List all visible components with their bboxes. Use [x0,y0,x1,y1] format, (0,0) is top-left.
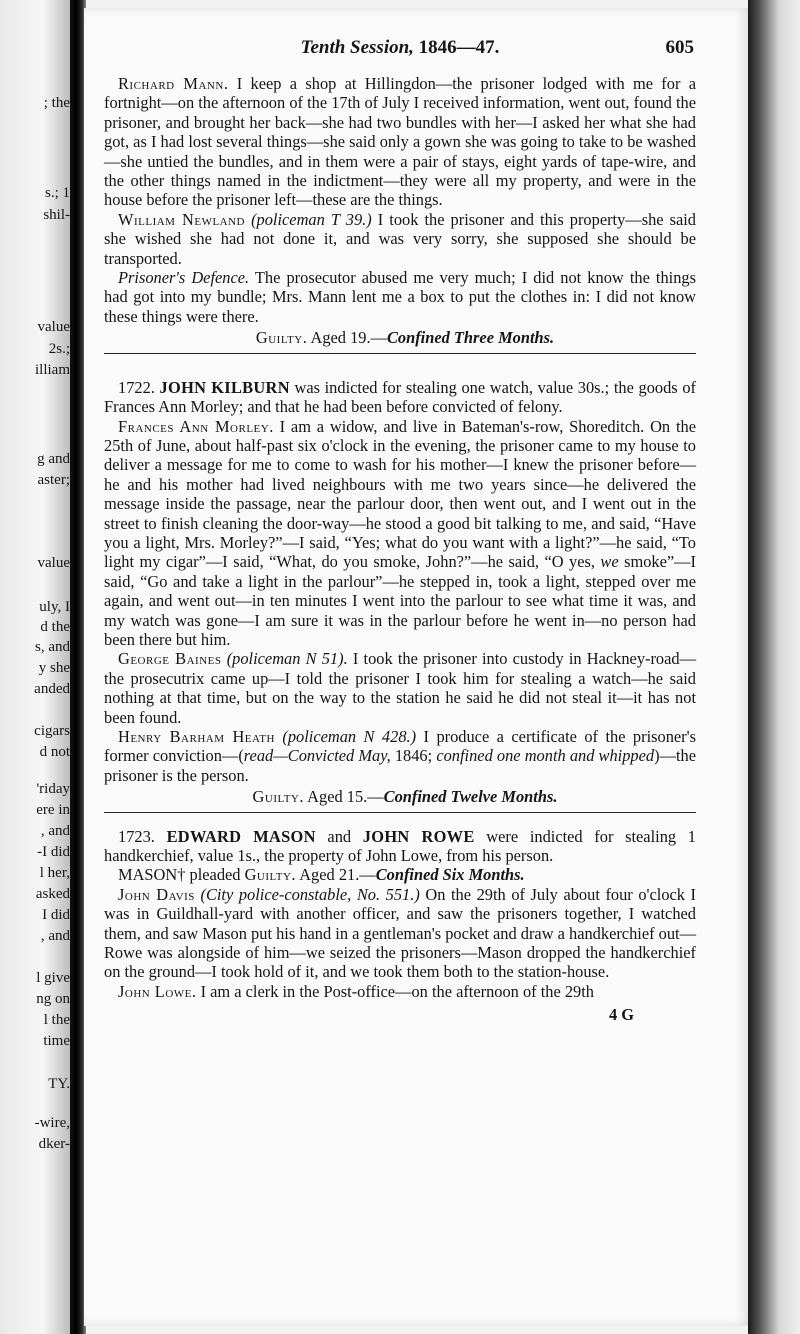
facing-page-fragment: -I did [37,844,70,860]
facing-page-fragment: d not [39,744,70,760]
facing-page-fragment: , and [40,823,70,839]
verdict-line: Guilty. Aged 15.—Confined Twelve Months. [252,787,558,807]
facing-page-fragment: 'riday [36,781,70,797]
facing-page-fragment: g and [37,451,70,467]
facing-page-fragment: dker- [38,1136,70,1152]
facing-page-fragment: , and [40,928,70,944]
signature-mark: 4 G [608,1005,634,1025]
witness-name: Richard Mann. [118,74,229,93]
facing-page-fragment: cigars [34,723,70,739]
witness-role: (policeman N 428.) [282,727,417,746]
facing-page [0,0,78,1334]
page-header [104,38,696,74]
page-text [104,38,696,1025]
testimony-paragraph: George Baines (policeman N 51). I took the prisoner into custody in Hackney-road—the prosecutrix came up—I told the prisoner I took him for stealing a watch—he said nothing at that time, but on the way to the station he said he did not steal it—it has not been found. [104,649,696,727]
defendant-name: JOHN KILBURN [159,377,290,397]
defence-label: Prisoner's Defence. [118,268,250,288]
facing-page-fragment: l her, [39,865,70,881]
section-divider [104,353,696,354]
page-number: 605 [665,37,694,58]
facing-page-fragment: 2s.; [48,341,70,357]
facing-page-fragment: asked [35,886,70,902]
witness-role: (policeman T 39.) [251,209,372,229]
facing-page-fragment: y she [38,660,70,676]
facing-page-fragment: ng on [36,991,70,1007]
facing-page-fragment: shil- [43,207,70,223]
witness-role: (City police-constable, No. 551.) [200,884,420,904]
witness-name: George Baines [118,649,222,669]
testimony-paragraph: Henry Barham Heath (policeman N 428.) I produce a certificate of the prisoner's former conviction—(read—Convicted May, 1846; confined one month and whipped)—the prisoner is the person. [104,727,696,785]
facing-page-fragment: value [37,319,70,335]
facing-page-fragment: I did [42,907,70,923]
page-edge-shadow [748,0,800,1334]
plea-line: MASON† pleaded Guilty. Aged 21.—Confined Six Months. [118,865,525,885]
testimony-paragraph: Frances Ann Morley. I am a widow, and live in Bateman's-row, Shoreditch. On the 25th of June, about half-past six o'clock in the evening, the prisoner came to my house to deliver a message for me to come to wash for his mother—I knew the prisoner before—he and his mother had lived neighbours with me two years since—he delivered the message inside the passage, near the parlour door, then went out, and I went out in the street to finish cleaning the door-way—he stood a good bit talking to me, and said, “Have you a light, Mrs. Morley?”—I said, “Yes; what do you want with a light?”—he said, “To light my cigar”—I said, “What, do you smoke, John?”—he said, “O yes, we smoke”—I said, “Go and take a light in the parlour”—he stepped in, took a light, stepped over me again, and went out—in ten minutes I went into the parlour to see what time it was, and my watch was gone—I am sure it was in the parlour before he went in—no person had been there but him. [104,416,696,649]
defendant-name: EDWARD MASON [166,826,316,846]
facing-page-fragment: -wire, [34,1115,70,1131]
facing-page-fragment: s.; 1 [44,185,70,201]
facing-page-fragment: TY. [48,1076,70,1092]
defence-paragraph: Prisoner's Defence. The prosecutor abused me very much; I did not know the things had got into my bundle; Mrs. Mann lent me a box to put the clothes in: I did not know these things were there. [104,268,696,326]
witness-role: (policeman N 51). [226,649,348,669]
facing-page-fragment: value [37,555,70,571]
testimony-paragraph: William Newland (policeman T 39.) I took the prisoner and this property—she said she wished she had not done it, and was very sorry, she supposed she should be transported. [104,209,697,268]
witness-name: Frances Ann Morley. [118,416,274,436]
case-heading: 1723. EDWARD MASON and JOHN ROWE were indicted for stealing 1 handkerchief, value 1s., the property of John Lowe, from his person. [104,826,696,866]
witness-name: Henry Barham Heath [118,727,275,746]
witness-name: John Davis [118,884,195,904]
facing-page-fragment: l the [43,1012,70,1028]
facing-page-fragment: ere in [36,802,70,818]
facing-page-fragment: anded [34,681,70,697]
facing-page-fragment: uly, I [39,599,70,615]
testimony-paragraph: Richard Mann. I keep a shop at Hillingdon—the prisoner lodged with me for a fortnight—on the afternoon of the 17th of July I received information, went out, found the prisoner, and brought her back—she had two bundles with her—I asked her what she had got, as I had lost several things—she said only a gown she was going to take to be washed—she untied the bundles, and in them were a pair of stays, eight yards of tape-wire, and the other things named in the indictment—they were all my property, and were in the house before the prisoner left—these are the things. [104,74,696,210]
facing-page-fragment: d the [40,619,70,635]
facing-page-fragment: s, and [35,639,70,655]
case-heading: 1722. JOHN KILBURN was indicted for stealing one watch, value 30s.; the goods of Frances Ann Morley; and that he had been before convicted of felony. [104,377,696,417]
testimony-paragraph: John Lowe. I am a clerk in the Post-office—on the afternoon of the 29th [118,981,594,1001]
defendant-name: JOHN ROWE [362,826,475,846]
witness-name: John Lowe. [118,981,197,1001]
witness-name: William Newland [118,209,246,229]
testimony-paragraph: John Davis (City police-constable, No. 551.) On the 29th of July about four o'clock I was in Guildhall-yard with another officer, and saw the prisoners together, I watched them, and saw Mason put his hand in a gentleman's pocket and draw a handkerchief out—Rowe was alongside of him—we seized the prisoners—Mason dropped the handkerchief on the ground—I took hold of it, and we took them both to the station-house. [104,884,697,982]
running-head: Tenth Session, 1846—47. [300,37,500,58]
facing-page-fragment: time [43,1033,70,1049]
facing-page-fragment: aster; [37,472,70,488]
verdict-line: Guilty. Aged 19.—Confined Three Months. [255,328,555,348]
section-divider [104,812,696,813]
facing-page-fragment: illiam [35,362,70,378]
facing-page-fragment: ; the [43,95,70,111]
facing-page-fragment: l give [36,970,70,986]
